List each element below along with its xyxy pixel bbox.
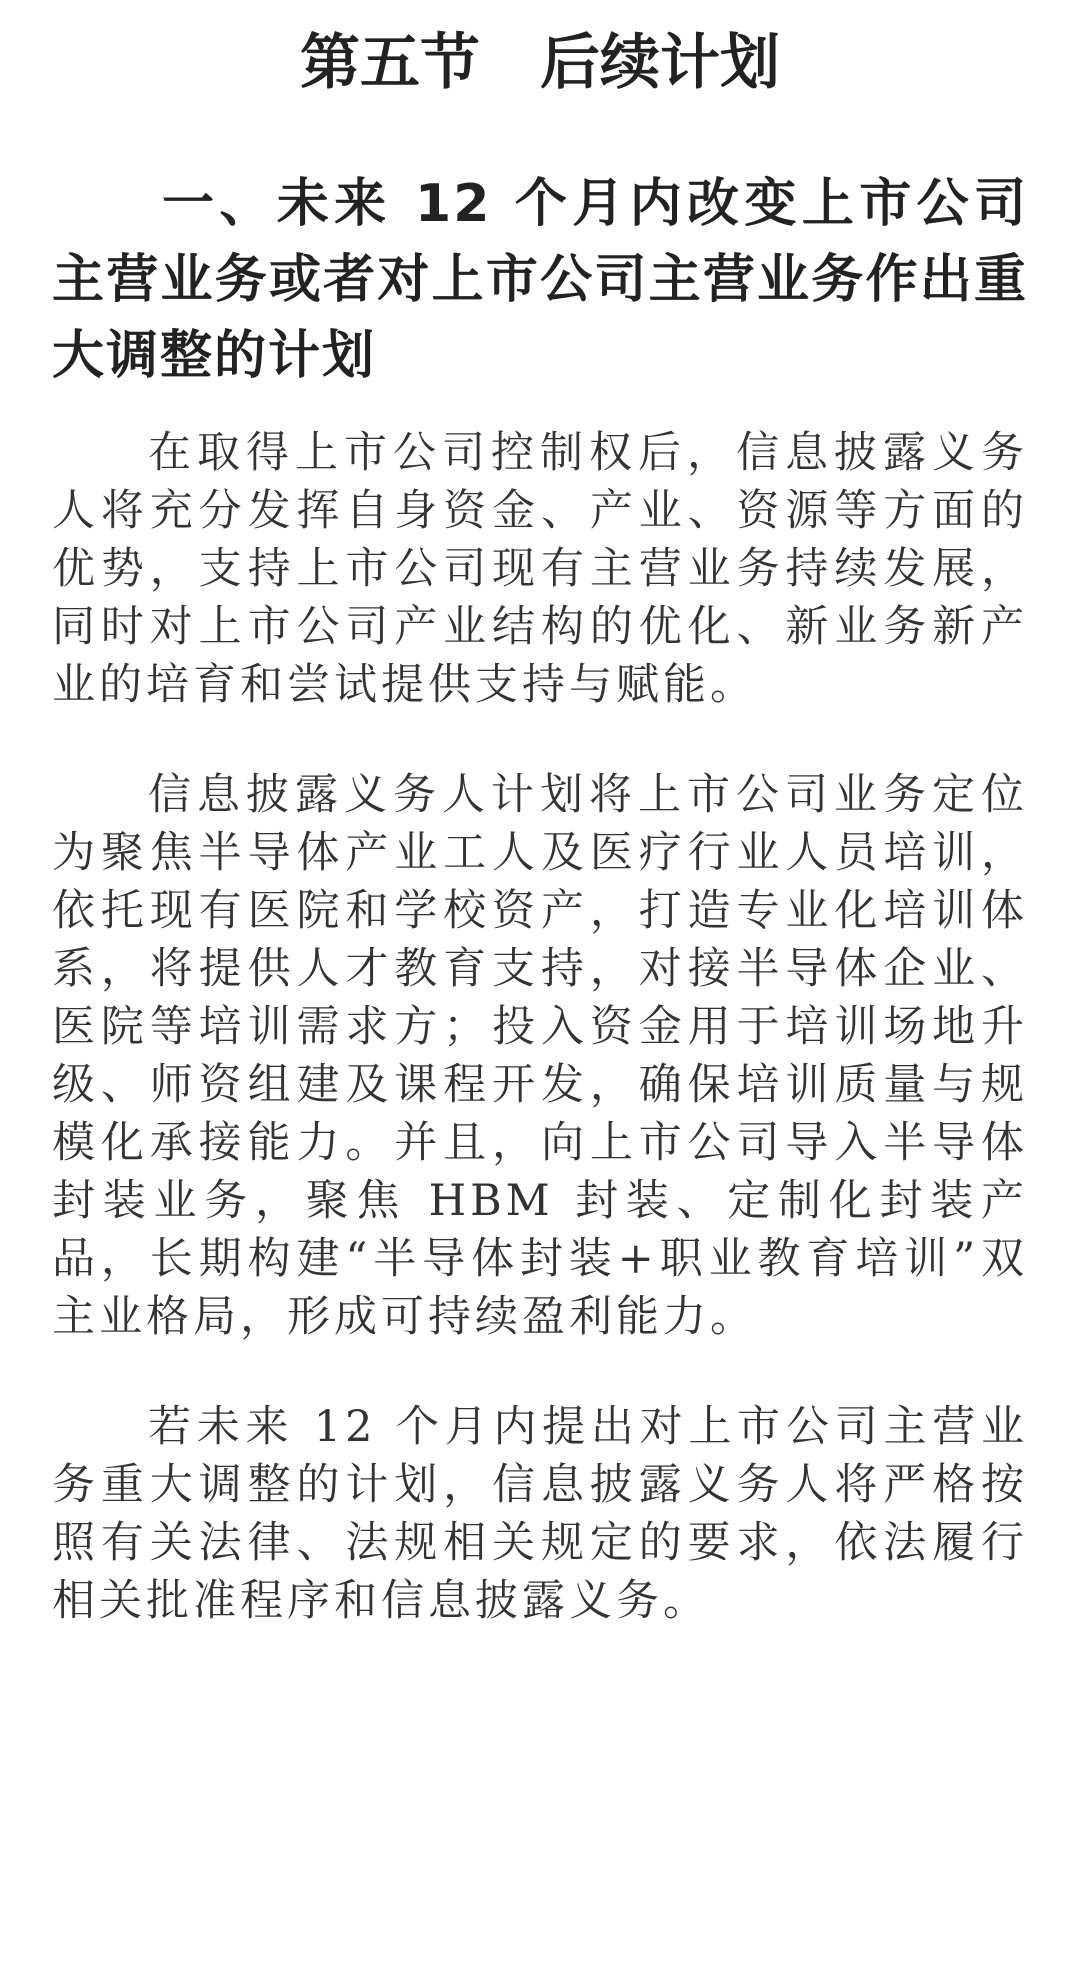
- section-title: 第五节 后续计划: [300, 28, 780, 98]
- paragraph-business-plan: 信息披露义务人计划将上市公司业务定位为聚焦半导体产业工人及医疗行业人员培训，依托现有医院和学校资产，打造专业化培训体系，将提供人才教育支持，对接半导体企业、医院等培训需求方；投入资金用于培训场地升级、师资组建及课程开发，确保培训质量与规模化承接能力。并且，向上市公司导入半导体封装业务，聚焦 HBM 封装、定制化封装产品，长期构建“半导体封装+职业教育培训”双主业格局，形成可持续盈利能力。: [52, 770, 1028, 1342]
- paragraph-control-rights: 在取得上市公司控制权后，信息披露义务人将充分发挥自身资金、产业、资源等方面的优势，支持上市公司现有主营业务持续发展，同时对上市公司产业结构的优化、新业务新产业的培育和尝试提供支持与赋能。: [52, 428, 1028, 710]
- subsection-title: 一、未来 12 个月内改变上市公司主营业务或者对上市公司主营业务作出重大调整的计划: [52, 174, 1028, 386]
- paragraph-adjustment-commitment: 若未来 12 个月内提出对上市公司主营业务重大调整的计划，信息披露义务人将严格按照有关法律、法规相关规定的要求，依法履行相关批准程序和信息披露义务。: [52, 1402, 1028, 1626]
